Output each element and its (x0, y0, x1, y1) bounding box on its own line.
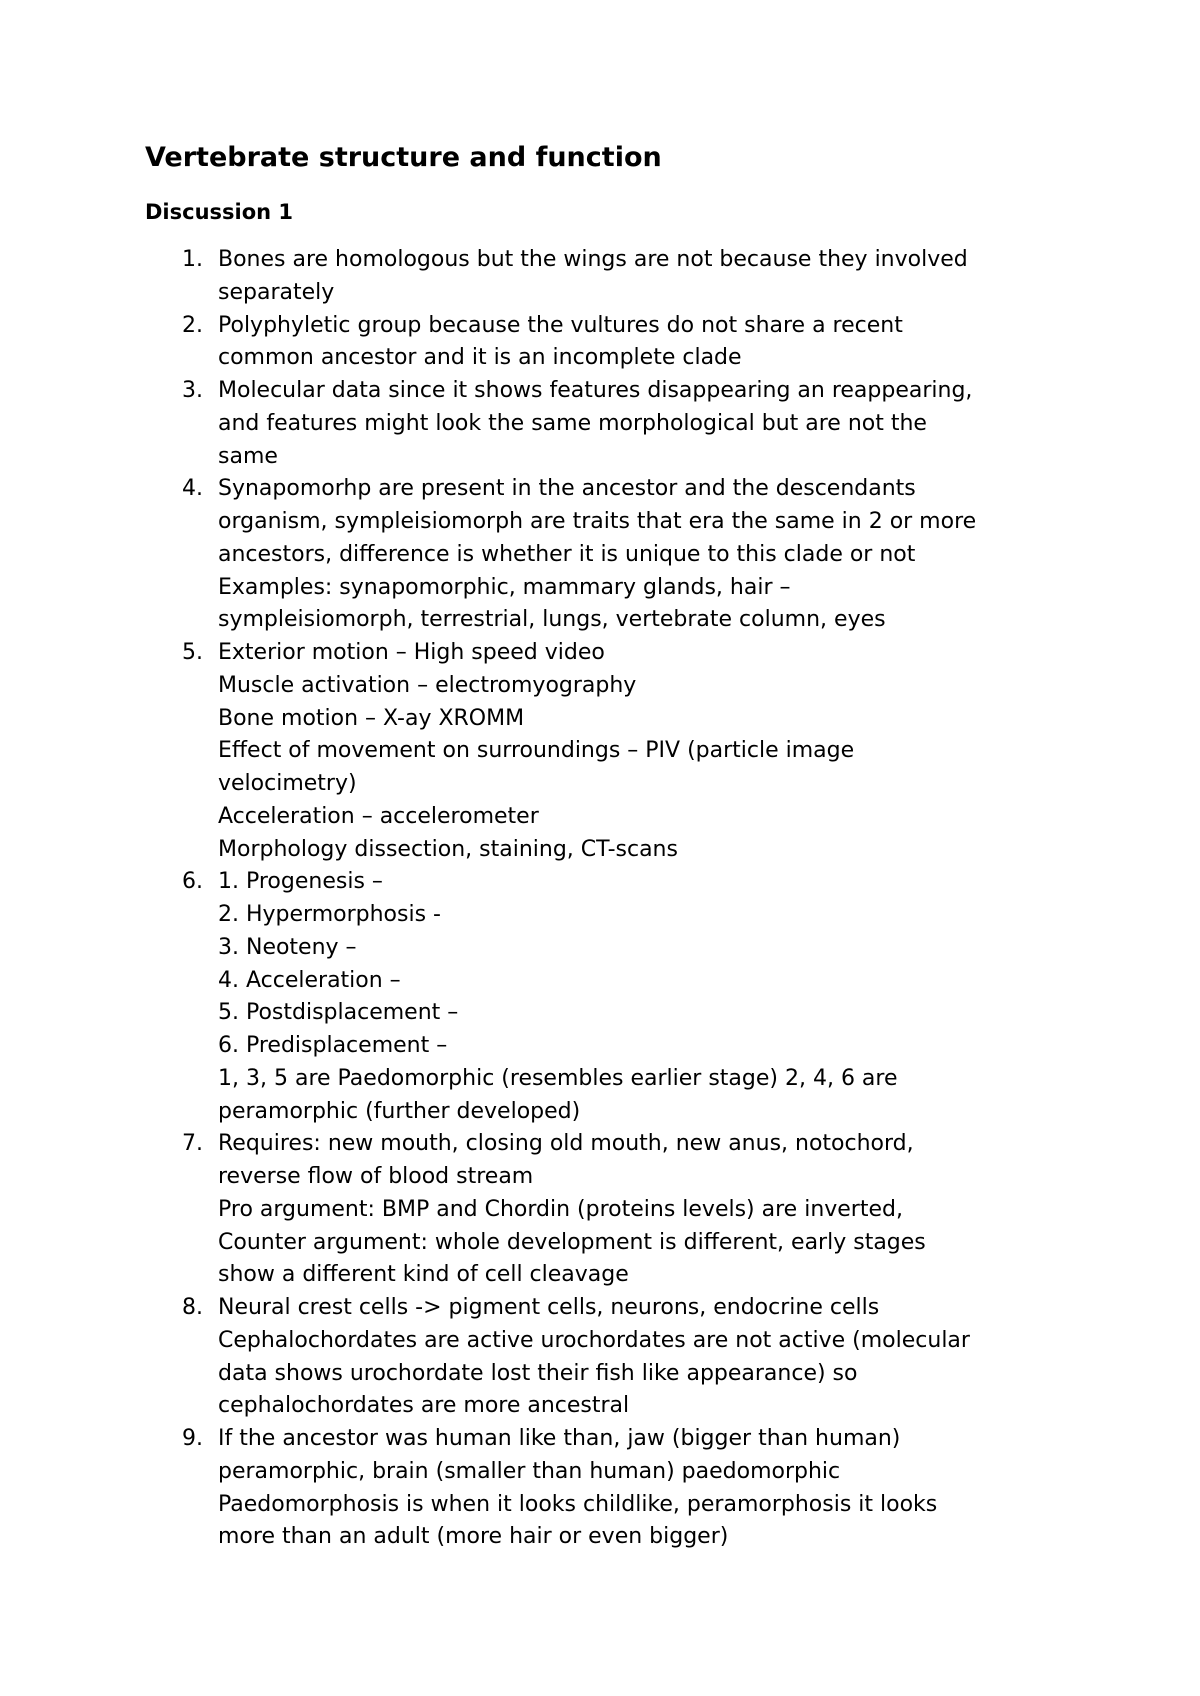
list-item-line: 1. Progenesis – (218, 869, 383, 895)
list-item-number: 4. (182, 476, 203, 502)
list-item-line: Acceleration – accelerometer (218, 803, 539, 829)
list-item-line: organism, sympleisiomorph are traits that era the same in 2 or more (218, 509, 977, 534)
list-item-line: Exterior motion – High speed video (218, 640, 605, 665)
list-item-line: Examples: synapomorphic, mammary glands, hair – (218, 574, 791, 600)
list-item-number: 8. (182, 1295, 203, 1320)
list-item-line: Bone motion – X-ay XROMM (218, 705, 525, 731)
list-item-line: Polyphyletic group because the vultures do not share a recent (218, 312, 903, 338)
list-item (145, 637, 1095, 866)
list-item (145, 1423, 1095, 1554)
document-title: Vertebrate structure and function (145, 142, 662, 173)
list-item-number: 2. (182, 312, 203, 338)
list-item-line: If the ancestor was human like than, jaw (bigger than human) (218, 1426, 901, 1451)
list-item-line: Paedomorphosis is when it looks childlike, peramorphosis it looks (218, 1491, 938, 1517)
list-item-number: 6. (182, 869, 203, 895)
list-item-line: more than an adult (more hair or even bigger) (218, 1524, 729, 1550)
list-item-line: 6. Predisplacement – (218, 1033, 448, 1058)
list-item-line: Cephalochordates are active urochordates are not active (molecular (218, 1327, 970, 1353)
list-item-line: 2. Hypermorphosis - (218, 902, 441, 927)
list-item-line: 5. Postdisplacement – (218, 1000, 459, 1026)
list-item-number: 9. (182, 1426, 203, 1451)
list-item-line: peramorphic (further developed) (218, 1098, 581, 1124)
list-item-line: Morphology dissection, staining, CT-scans (218, 836, 678, 862)
list-item-line: peramorphic, brain (smaller than human) paedomorphic (218, 1458, 841, 1484)
list-item (145, 473, 1095, 637)
list-item-line: same (218, 443, 278, 469)
answer-list (145, 244, 1095, 1554)
list-item-line: 3. Neoteny – (218, 934, 357, 960)
list-item-number: 3. (182, 378, 203, 403)
list-item-number: 7. (182, 1131, 203, 1157)
list-item-line: cephalochordates are more ancestral (218, 1393, 630, 1419)
list-item (145, 244, 1095, 310)
list-item-line: and features might look the same morphological but are not the (218, 410, 927, 436)
list-item-line: velocimetry) (218, 771, 357, 796)
list-item-line: ancestors, difference is whether it is unique to this clade or not (218, 541, 916, 567)
list-item-number: 5. (182, 640, 203, 665)
list-item-line: Effect of movement on surroundings – PIV (particle image (218, 738, 855, 764)
list-item-line: Muscle activation – electromyography (218, 672, 637, 698)
section-heading: Discussion 1 (145, 200, 294, 224)
list-item-line: Bones are homologous but the wings are not because they involved (218, 247, 968, 272)
list-item (145, 1292, 1095, 1423)
list-item-line: Neural crest cells -> pigment cells, neurons, endocrine cells (218, 1295, 880, 1320)
list-item (145, 866, 1095, 1128)
list-item-line: show a different kind of cell cleavage (218, 1262, 629, 1288)
list-item-line: common ancestor and it is an incomplete clade (218, 345, 742, 371)
list-item-line: Pro argument: BMP and Chordin (proteins levels) are inverted, (218, 1196, 903, 1222)
list-item-line: Requires: new mouth, closing old mouth, new anus, notochord, (218, 1131, 914, 1157)
list-item-line: reverse flow of blood stream (218, 1164, 534, 1189)
list-item-line: sympleisiomorph, terrestrial, lungs, vertebrate column, eyes (218, 607, 886, 633)
list-item-line: 4. Acceleration – (218, 967, 401, 993)
list-item (145, 375, 1095, 473)
list-item (145, 310, 1095, 376)
list-item-line: Synapomorhp are present in the ancestor and the descendants (218, 476, 916, 502)
list-item-line: Counter argument: whole development is different, early stages (218, 1229, 926, 1255)
list-item-line: 1, 3, 5 are Paedomorphic (resembles earlier stage) 2, 4, 6 are (218, 1065, 898, 1091)
list-item (145, 1128, 1095, 1292)
list-item-line: separately (218, 279, 335, 305)
list-item-number: 1. (182, 247, 203, 272)
list-item-line: Molecular data since it shows features disappearing an reappearing, (218, 378, 973, 403)
list-item-line: data shows urochordate lost their fish like appearance) so (218, 1360, 858, 1386)
